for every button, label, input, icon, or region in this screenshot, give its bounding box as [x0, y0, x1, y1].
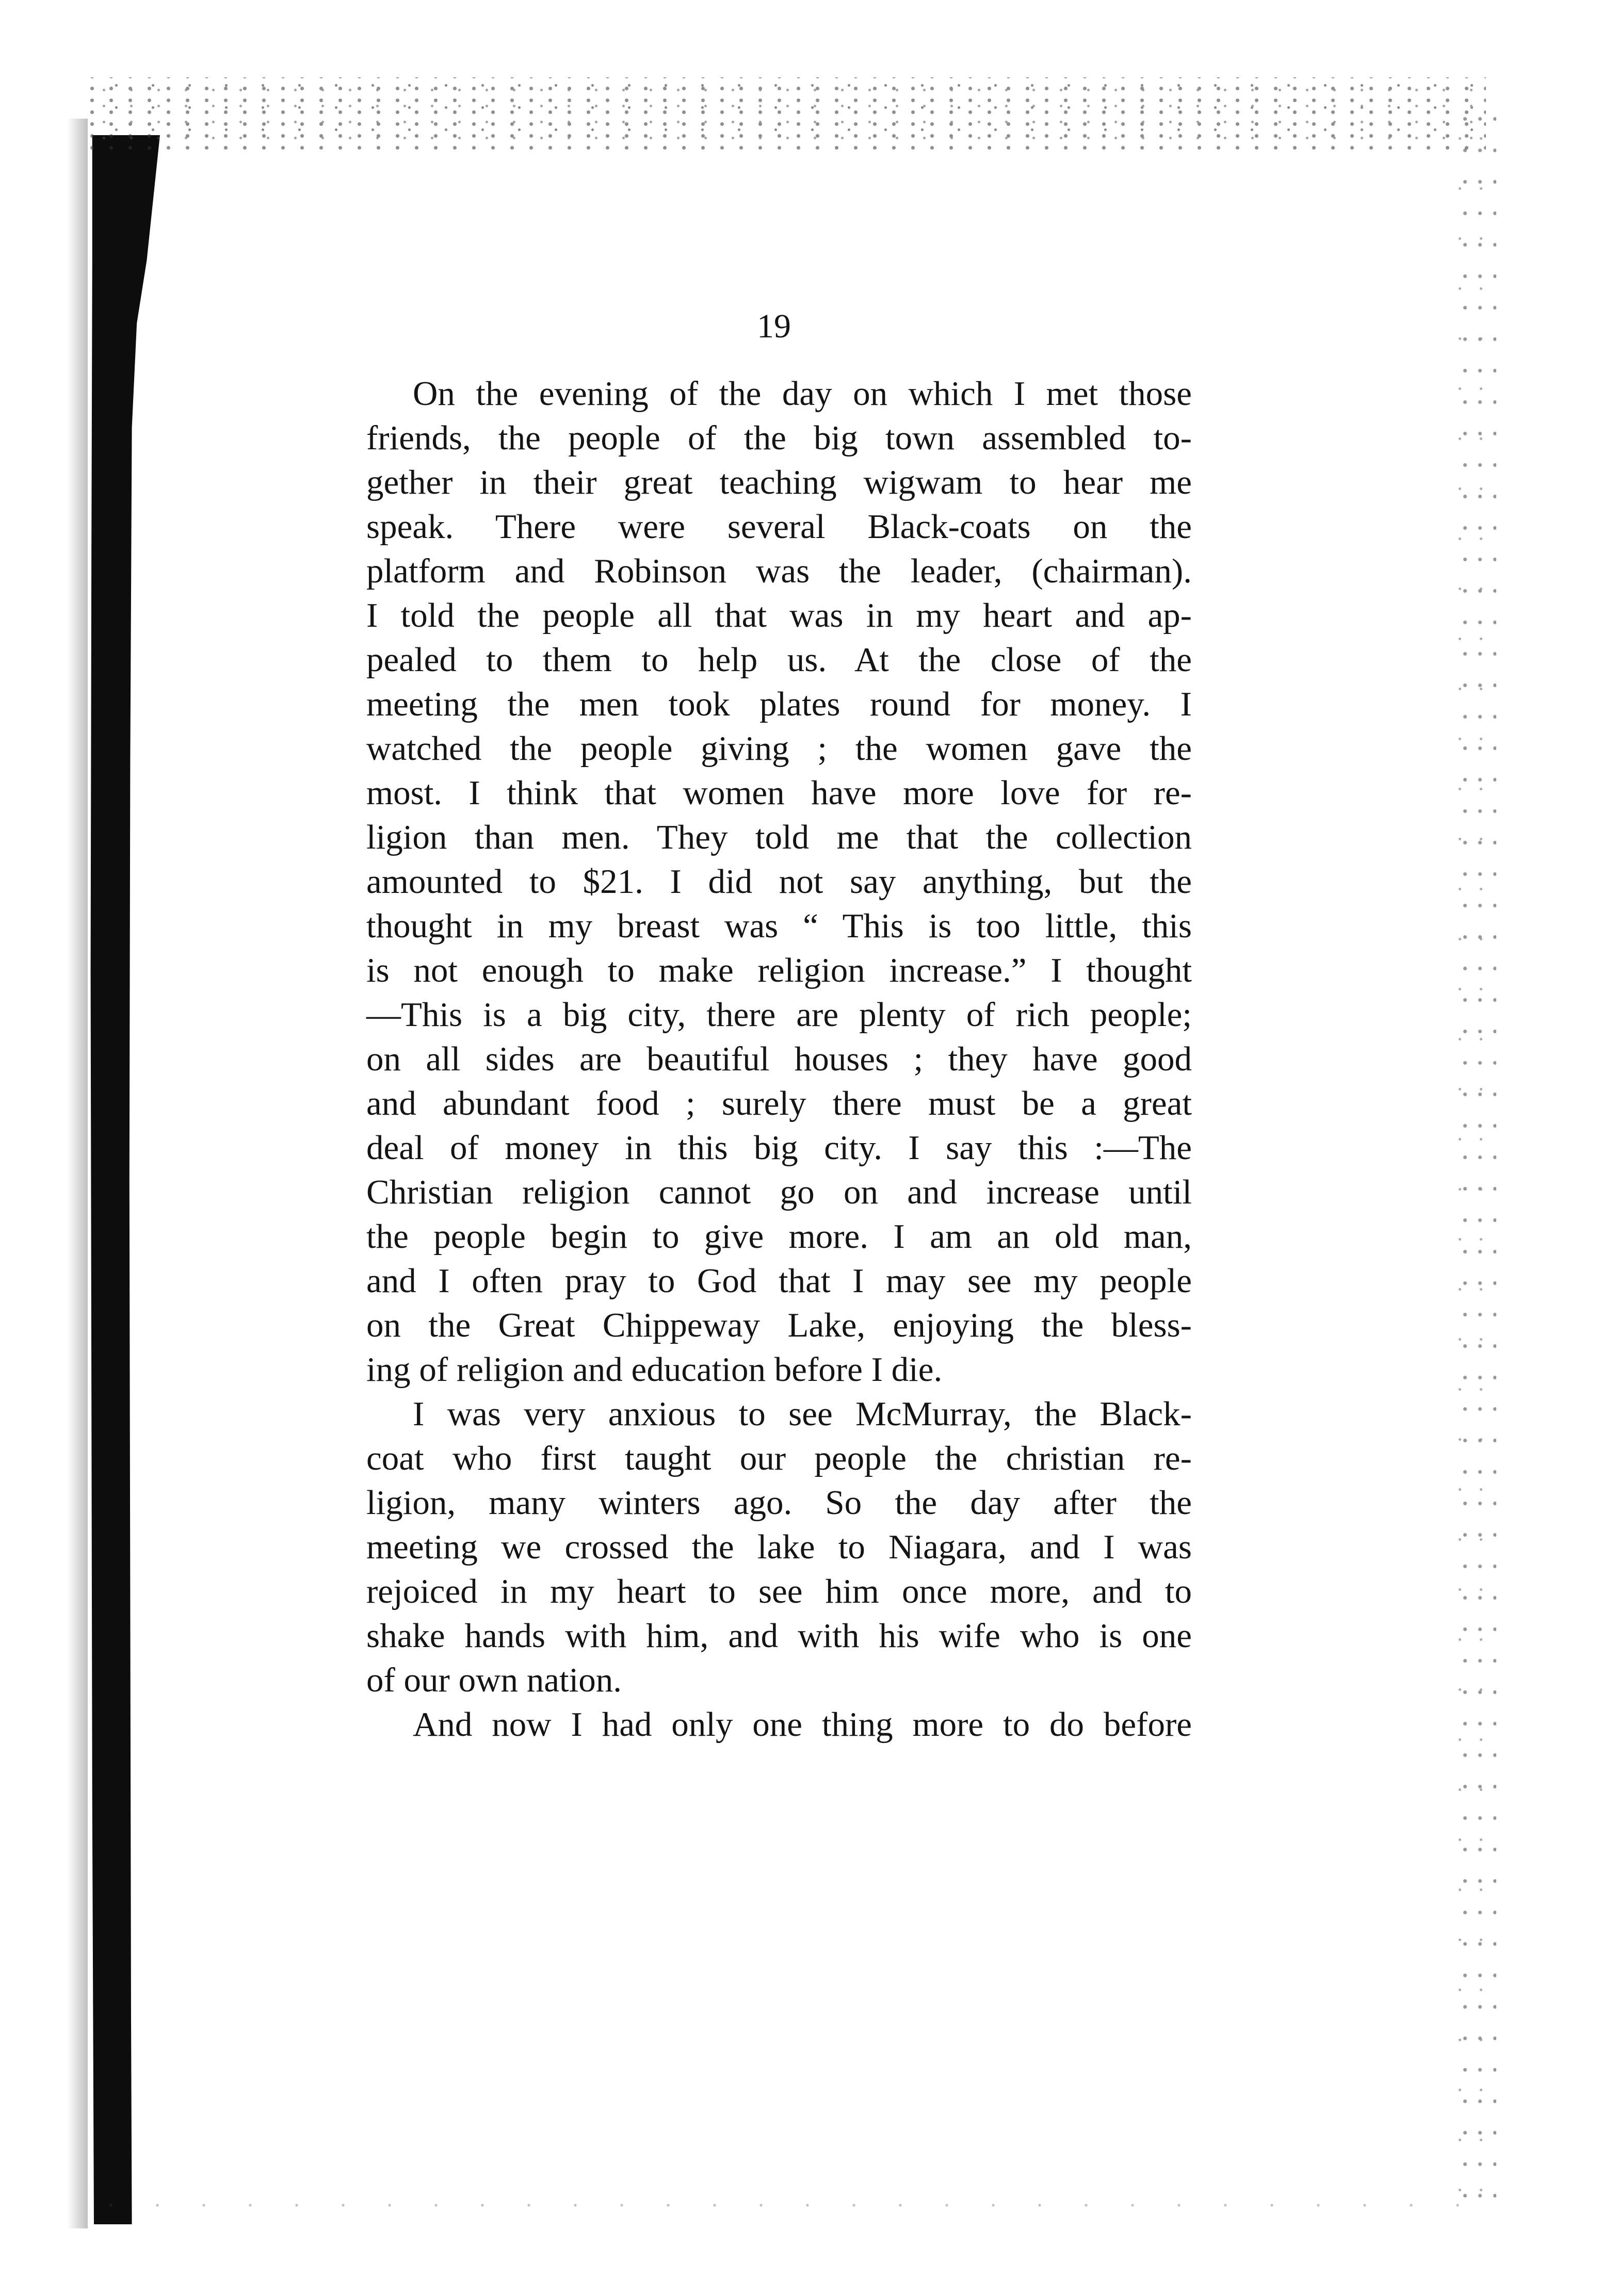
text-line: Christian religion cannot go on and increase until — [366, 1173, 1192, 1211]
text-line: speak. There were several Black-coats on the — [366, 508, 1192, 546]
text-line: deal of money in this big city. I say this :—The — [366, 1129, 1192, 1167]
text-line: on the Great Chippeway Lake, enjoying the bless- — [366, 1306, 1192, 1344]
text-line: the people begin to give more. I am an old man, — [366, 1217, 1192, 1256]
body-text — [366, 371, 1192, 1747]
text-line: and abundant food ; surely there must be a great — [366, 1084, 1192, 1122]
text-line: of our own nation. — [366, 1661, 622, 1699]
text-line: coat who first taught our people the christian re- — [366, 1439, 1192, 1477]
binding-edge — [77, 135, 160, 2224]
text-line: platform and Robinson was the leader, (chairman). — [366, 552, 1192, 590]
text-line: friends, the people of the big town assembled to- — [366, 419, 1192, 457]
page-number: 19 — [757, 307, 791, 345]
text-line: watched the people giving ; the women gave the — [366, 729, 1192, 768]
text-line: —This is a big city, there are plenty of rich people; — [366, 996, 1192, 1034]
text-line: I was very anxious to see McMurray, the Black- — [413, 1395, 1192, 1433]
text-line: And now I had only one thing more to do before — [413, 1705, 1192, 1744]
text-line: gether in their great teaching wigwam to hear me — [366, 463, 1192, 501]
text-line: ing of religion and education before I die. — [366, 1350, 943, 1389]
text-line: ligion, many winters ago. So the day after the — [366, 1484, 1192, 1522]
text-line: pealed to them to help us. At the close of the — [366, 641, 1192, 679]
text-line: rejoiced in my heart to see him once more, and to — [366, 1572, 1192, 1610]
text-line: is not enough to make religion increase.” I thought — [366, 951, 1192, 989]
text-line: thought in my breast was “ This is too little, this — [366, 907, 1192, 945]
text-line: I told the people all that was in my heart and ap- — [366, 596, 1192, 634]
text-line: meeting we crossed the lake to Niagara, and I was — [366, 1528, 1192, 1566]
text-line: meeting the men took plates round for money. I — [366, 685, 1192, 723]
text-line: ligion than men. They told me that the collection — [366, 818, 1192, 856]
scan-noise-top — [83, 77, 1486, 150]
text-line: most. I think that women have more love for re- — [366, 774, 1192, 812]
text-line: and I often pray to God that I may see my people — [366, 1262, 1192, 1300]
text-line: on all sides are beautiful houses ; they have good — [366, 1040, 1192, 1078]
text-line: On the evening of the day on which I met those — [413, 374, 1192, 413]
text-line: amounted to $21. I did not say anything, but the — [366, 862, 1192, 901]
scan-noise-bottom — [88, 2197, 1470, 2218]
binding-shadow — [67, 119, 88, 2228]
scan-noise-right — [1455, 103, 1496, 2218]
text-line: shake hands with him, and with his wife who is one — [366, 1617, 1192, 1655]
